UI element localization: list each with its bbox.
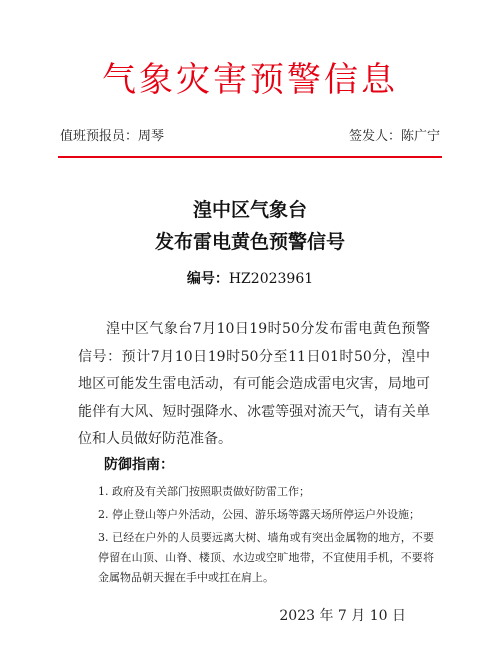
document-masthead-title: 气象灾害预警信息 — [102, 60, 398, 100]
defense-guide-title: 防御指南： — [104, 457, 174, 473]
issuer: 签发人：陈广宁 — [348, 129, 440, 144]
station-heading: 湟中区气象台 — [192, 199, 307, 221]
red-divider — [58, 156, 442, 158]
duty-forecaster: 值班预报员：周琴 — [60, 129, 165, 144]
guide-item-1: 1. 政府及有关部门按照职责做好防雷工作； — [98, 485, 310, 498]
serial-value: HZ2023961 — [228, 271, 314, 287]
issue-date: 2023 年 7 月 10 日 — [279, 608, 406, 624]
serial-label: 编号： — [186, 271, 229, 287]
guide-item-2: 2. 停止登山等户外活动，公园、游乐场等露天场所停运户外设施； — [98, 508, 420, 521]
serial-number — [0, 270, 500, 288]
guide-item-3: 3. 已经在户外的人员要远离大树、墙角或有突出金属物的地方，不要停留在山顶、山脊、楼顶、水边或空旷地带，不宜使用手机，不要将金属物品朝天握在手中或扛在肩上。 — [98, 531, 434, 584]
warning-body-paragraph: 湟中区气象台7月10日19时50分发布雷电黄色预警信号：预计7月10日19时50分至11日01时50分，湟中地区可能发生雷电活动，有可能会造成雷电灾害，局地可能伴有大风、短时强降水、冰雹等强对流天气，请有关单位和人员做好防范准备。 — [78, 321, 430, 447]
warning-headline: 发布雷电黄色预警信号 — [154, 231, 345, 253]
defense-guide-list — [98, 482, 434, 591]
